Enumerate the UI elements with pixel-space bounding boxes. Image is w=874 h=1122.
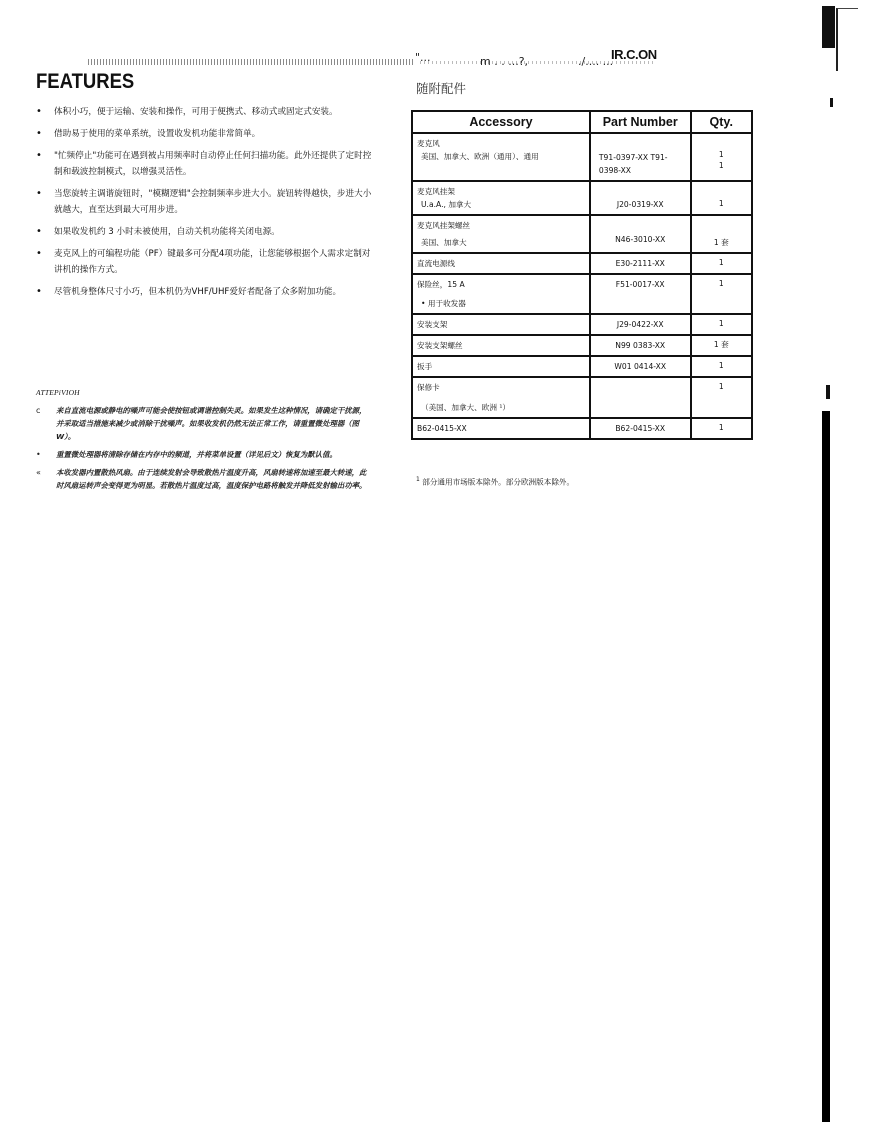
part-number: J29-0422-XX [616, 320, 664, 329]
header-logo-text: IR.C.ON [611, 47, 657, 62]
attention-item [36, 448, 372, 461]
attention-mark: • [36, 450, 41, 459]
scan-artifact-tick [830, 98, 833, 107]
accessory-variant: U.a.A., 加拿大 [421, 200, 472, 209]
attention-mark: c [36, 406, 41, 415]
scan-artifact-frame [836, 8, 858, 71]
feature-item: • 如果收发机约 3 小时未被使用，自动关机功能将关闭电源。 [36, 224, 376, 240]
qty-value: 1 [718, 161, 724, 170]
accessories-title: 随附配件 [416, 81, 467, 96]
attention-text: 来自直流电源或静电的噪声可能会使按钮或调谐控制失灵。如果发生这种情况，请确定干扰源，并采取适当措施来减少或消除干扰噪声。如果收发机仍然无法正常工作，请重置微处理器（图 W）。 [56, 406, 367, 441]
header-fragment-3: ./.... ... [578, 55, 614, 68]
table-row [412, 274, 752, 314]
feature-item: • 当您旋转主调谐旋钮时，"模糊逻辑"会控制频率步进大小。旋钮转得越快，步进大小就越大，直至达到最大可用步进。 [36, 186, 376, 218]
qty-value: 1 [718, 423, 724, 432]
accessory-name: 安装支架螺丝 [417, 341, 463, 350]
accessory-variant: （美国、加拿大、欧洲 ¹） [421, 403, 510, 412]
table-row [412, 314, 752, 335]
qty-value: 1 [718, 319, 724, 328]
part-number: W01 0414-XX [614, 362, 667, 371]
scan-artifact-bar [822, 411, 830, 1122]
header-dotted-rule [88, 59, 414, 65]
column-header-qty: Qty. [691, 111, 753, 133]
part-number: J20-0319-XX [616, 200, 664, 209]
accessory-variant: • 用于收发器 [421, 299, 466, 308]
part-number: B62-0415-XX [615, 424, 666, 433]
part-number: N46-3010-XX [615, 235, 666, 244]
table-header-row [412, 111, 752, 133]
accessory-name: 麦克风挂架螺丝 [417, 221, 471, 230]
footnote-mark: 1 [416, 476, 420, 483]
footnote-text: 部分通用市场版本除外。部分欧洲版本除外。 [422, 477, 575, 487]
accessory-name: 直流电源线 [417, 259, 455, 268]
table-row [412, 418, 752, 439]
accessory-name: 保险丝，15 A [417, 280, 465, 289]
accessories-table [411, 110, 753, 440]
accessory-variant: 美国、加拿大、欧洲（通用）、通用 [421, 152, 539, 161]
attention-mark: « [36, 468, 41, 477]
part-number: F51-0017-XX [615, 280, 665, 289]
table-row [412, 377, 752, 418]
scan-artifact-blob [822, 6, 835, 48]
qty-value: 1 套 [713, 340, 729, 349]
attention-text: 本收发器内置散热风扇。由于连续发射会导致散热片温度升高，风扇转速将加速至最大转速，此时风扇运转声会变得更为明显。若散热片温度过高，温度保护电路将触发并降低发射输出功率。 [56, 468, 367, 490]
feature-item: • 尽管机身整体尺寸小巧，但本机仍为VHF/UHF爱好者配备了众多附加功能。 [36, 284, 376, 300]
table-row [412, 335, 752, 356]
accessory-name: 扳手 [417, 362, 433, 371]
features-title: FEATURES [36, 70, 135, 93]
feature-item: • 麦克风上的可编程功能（PF）键最多可分配4项功能，让您能够根据个人需求定制对讲机的操作方式。 [36, 246, 376, 278]
attention-text: 重置微处理器将清除存储在内存中的频道，并将菜单设置（详见后文）恢复为默认值。 [56, 450, 337, 459]
table-row [412, 356, 752, 377]
qty-value: 1 [718, 258, 724, 267]
column-header-part-number: Part Number [590, 111, 691, 133]
scan-artifact-tick [826, 385, 830, 399]
feature-item: • 借助易于使用的菜单系统，设置收发机功能非常简单。 [36, 126, 376, 142]
feature-item: • "忙频停止"功能可在遇到被占用频率时自动停止任何扫描功能。此外还提供了定时控制和载波控制模式，以增强灵活性。 [36, 148, 376, 180]
attention-item [36, 466, 372, 492]
attention-title: ATTEPiVIOH [36, 388, 80, 397]
features-list [36, 104, 376, 306]
accessories-footnote [416, 476, 574, 488]
accessory-name: 保修卡 [417, 383, 440, 392]
header-fragment-1: "... [415, 51, 431, 64]
accessory-variant: 美国、加拿大 [421, 238, 467, 247]
qty-value: 1 [718, 382, 724, 391]
accessory-name: 麦克风挂架 [417, 187, 455, 196]
accessory-name: B62-0415-XX [417, 424, 467, 433]
header-fragment-2: m . . ...?, [480, 55, 529, 68]
table-row [412, 181, 752, 215]
accessory-name: 麦克风 [417, 139, 440, 148]
qty-value: 1 套 [713, 238, 729, 247]
column-header-accessory: Accessory [412, 111, 590, 133]
table-row [412, 133, 752, 181]
feature-item: • 体积小巧，便于运输、安装和操作，可用于便携式、移动式或固定式安装。 [36, 104, 376, 120]
part-number: T91-0397-XX T91-0398-XX [598, 153, 668, 175]
part-number: N99 0383-XX [615, 341, 666, 350]
qty-value: 1 [718, 361, 724, 370]
table-row [412, 253, 752, 274]
qty-value: 1 [718, 279, 724, 288]
part-number: E30-2111-XX [615, 259, 665, 268]
qty-value: 1 [718, 150, 724, 159]
accessory-name: 安装支架 [417, 320, 448, 329]
qty-value: 1 [718, 199, 724, 208]
attention-list [36, 404, 372, 497]
table-row [412, 215, 752, 253]
attention-item [36, 404, 372, 443]
